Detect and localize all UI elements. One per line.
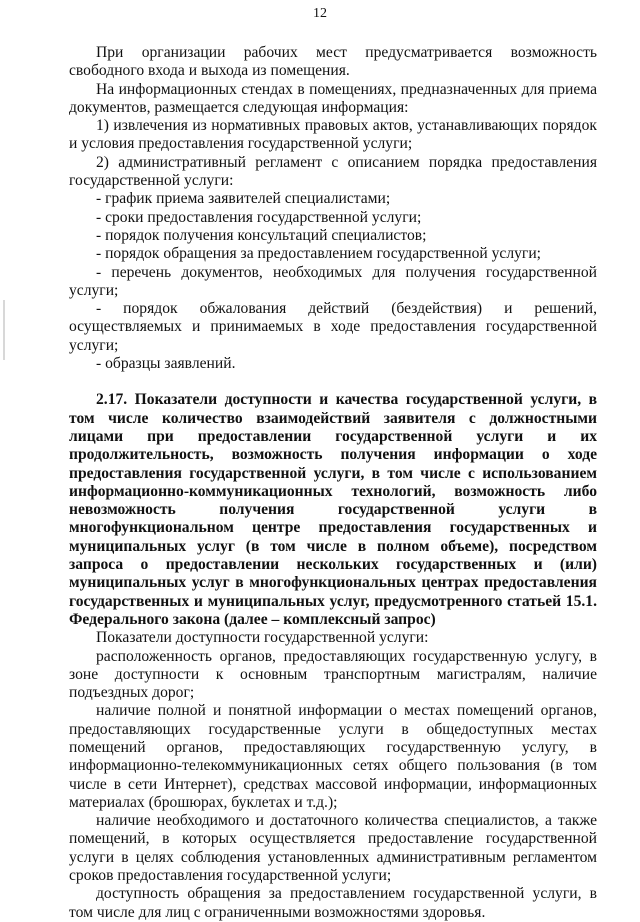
section-heading: 2.17. Показатели доступности и качества государственной услуги, в том числе количество взаимодействий заявителя с должностными лицами при предоставлении государственной услуги и их продолжительность, возможность получения информации о ходе предоставления государственной услуги, в том числе с использованием информационно-коммуникационных технологий, возможность либо невозможность получения государственной услуги в многофункциональном центре предоставления государственных и муниципальных услуг (в том числе в полном объеме), посредством запроса о предоставлении нескольких государственных и (или) муниципальных услуг в многофункциональных центрах предоставления государственных и муниципальных услуг, предусмотренного статьей 15.1. Федерального закона (далее – комплексный запрос): [69, 391, 597, 628]
list-item-application-order: - порядок обращения за предоставлением государственной услуги;: [96, 245, 541, 263]
paragraph-information: наличие полной и понятной информации о местах помещений органов, предоставляющих государственные услуги в общедоступных местах помещений органов, предоставляющих государственную услугу, в информационно-телекоммуникационных сетях общего пользования (в том числе в сети Интернет), средствах массовой информации, информационных материалах (брошюрах, буклетах и т.д.);: [69, 702, 597, 811]
paragraph-disability-access: доступность обращения за предоставлением государственной услуги, в том числе для лиц с ограниченными возможностями здоровья.: [69, 885, 597, 921]
list-item-schedule: - график приема заявителей специалистами;: [96, 190, 391, 208]
list-item-consultations: - порядок получения консультаций специалистов;: [96, 226, 427, 244]
list-item-samples: - образцы заявлений.: [96, 355, 236, 373]
paragraph-workplace-access: При организации рабочих мест предусматривается возможность свободного входа и выхода из помещения.: [69, 44, 597, 80]
section-spacer: [69, 373, 597, 391]
paragraph-staff: наличие необходимого и достаточного количества специалистов, а также помещений, в которых осуществляется предоставление государственной услуги в целях соблюдения установленных административным регламентом сроков предоставления государственной услуги;: [69, 812, 597, 885]
paragraph-info-stands: На информационных стендах в помещениях, предназначенных для приема документов, размещается следующая информация:: [69, 80, 597, 116]
paragraph-item-2: 2) административный регламент с описанием порядка предоставления государственной услуги:: [69, 153, 597, 190]
scan-margin-mark: [3, 300, 5, 360]
list-item-deadlines: - сроки предоставления государственной услуги;: [96, 208, 422, 226]
list-item-appeal-order: - порядок обжалования действий (бездействия) и решений, осуществляемых и принимаемых в ходе предоставления государственной услуги;: [69, 300, 597, 354]
page-body: [69, 44, 597, 922]
paragraph-accessibility-indicators: Показатели доступности государственной услуги:: [96, 629, 429, 647]
paragraph-item-1: 1) извлечения из нормативных правовых актов, устанавливающих порядок и условия предоставления государственной услуги;: [69, 117, 597, 153]
list-item-documents: - перечень документов, необходимых для получения государственной услуги;: [69, 263, 597, 299]
paragraph-location: расположенность органов, предоставляющих государственную услугу, в зоне доступности к основным транспортным магистралям, наличие подъездных дорог;: [69, 647, 597, 702]
page-number: 12: [313, 6, 327, 21]
